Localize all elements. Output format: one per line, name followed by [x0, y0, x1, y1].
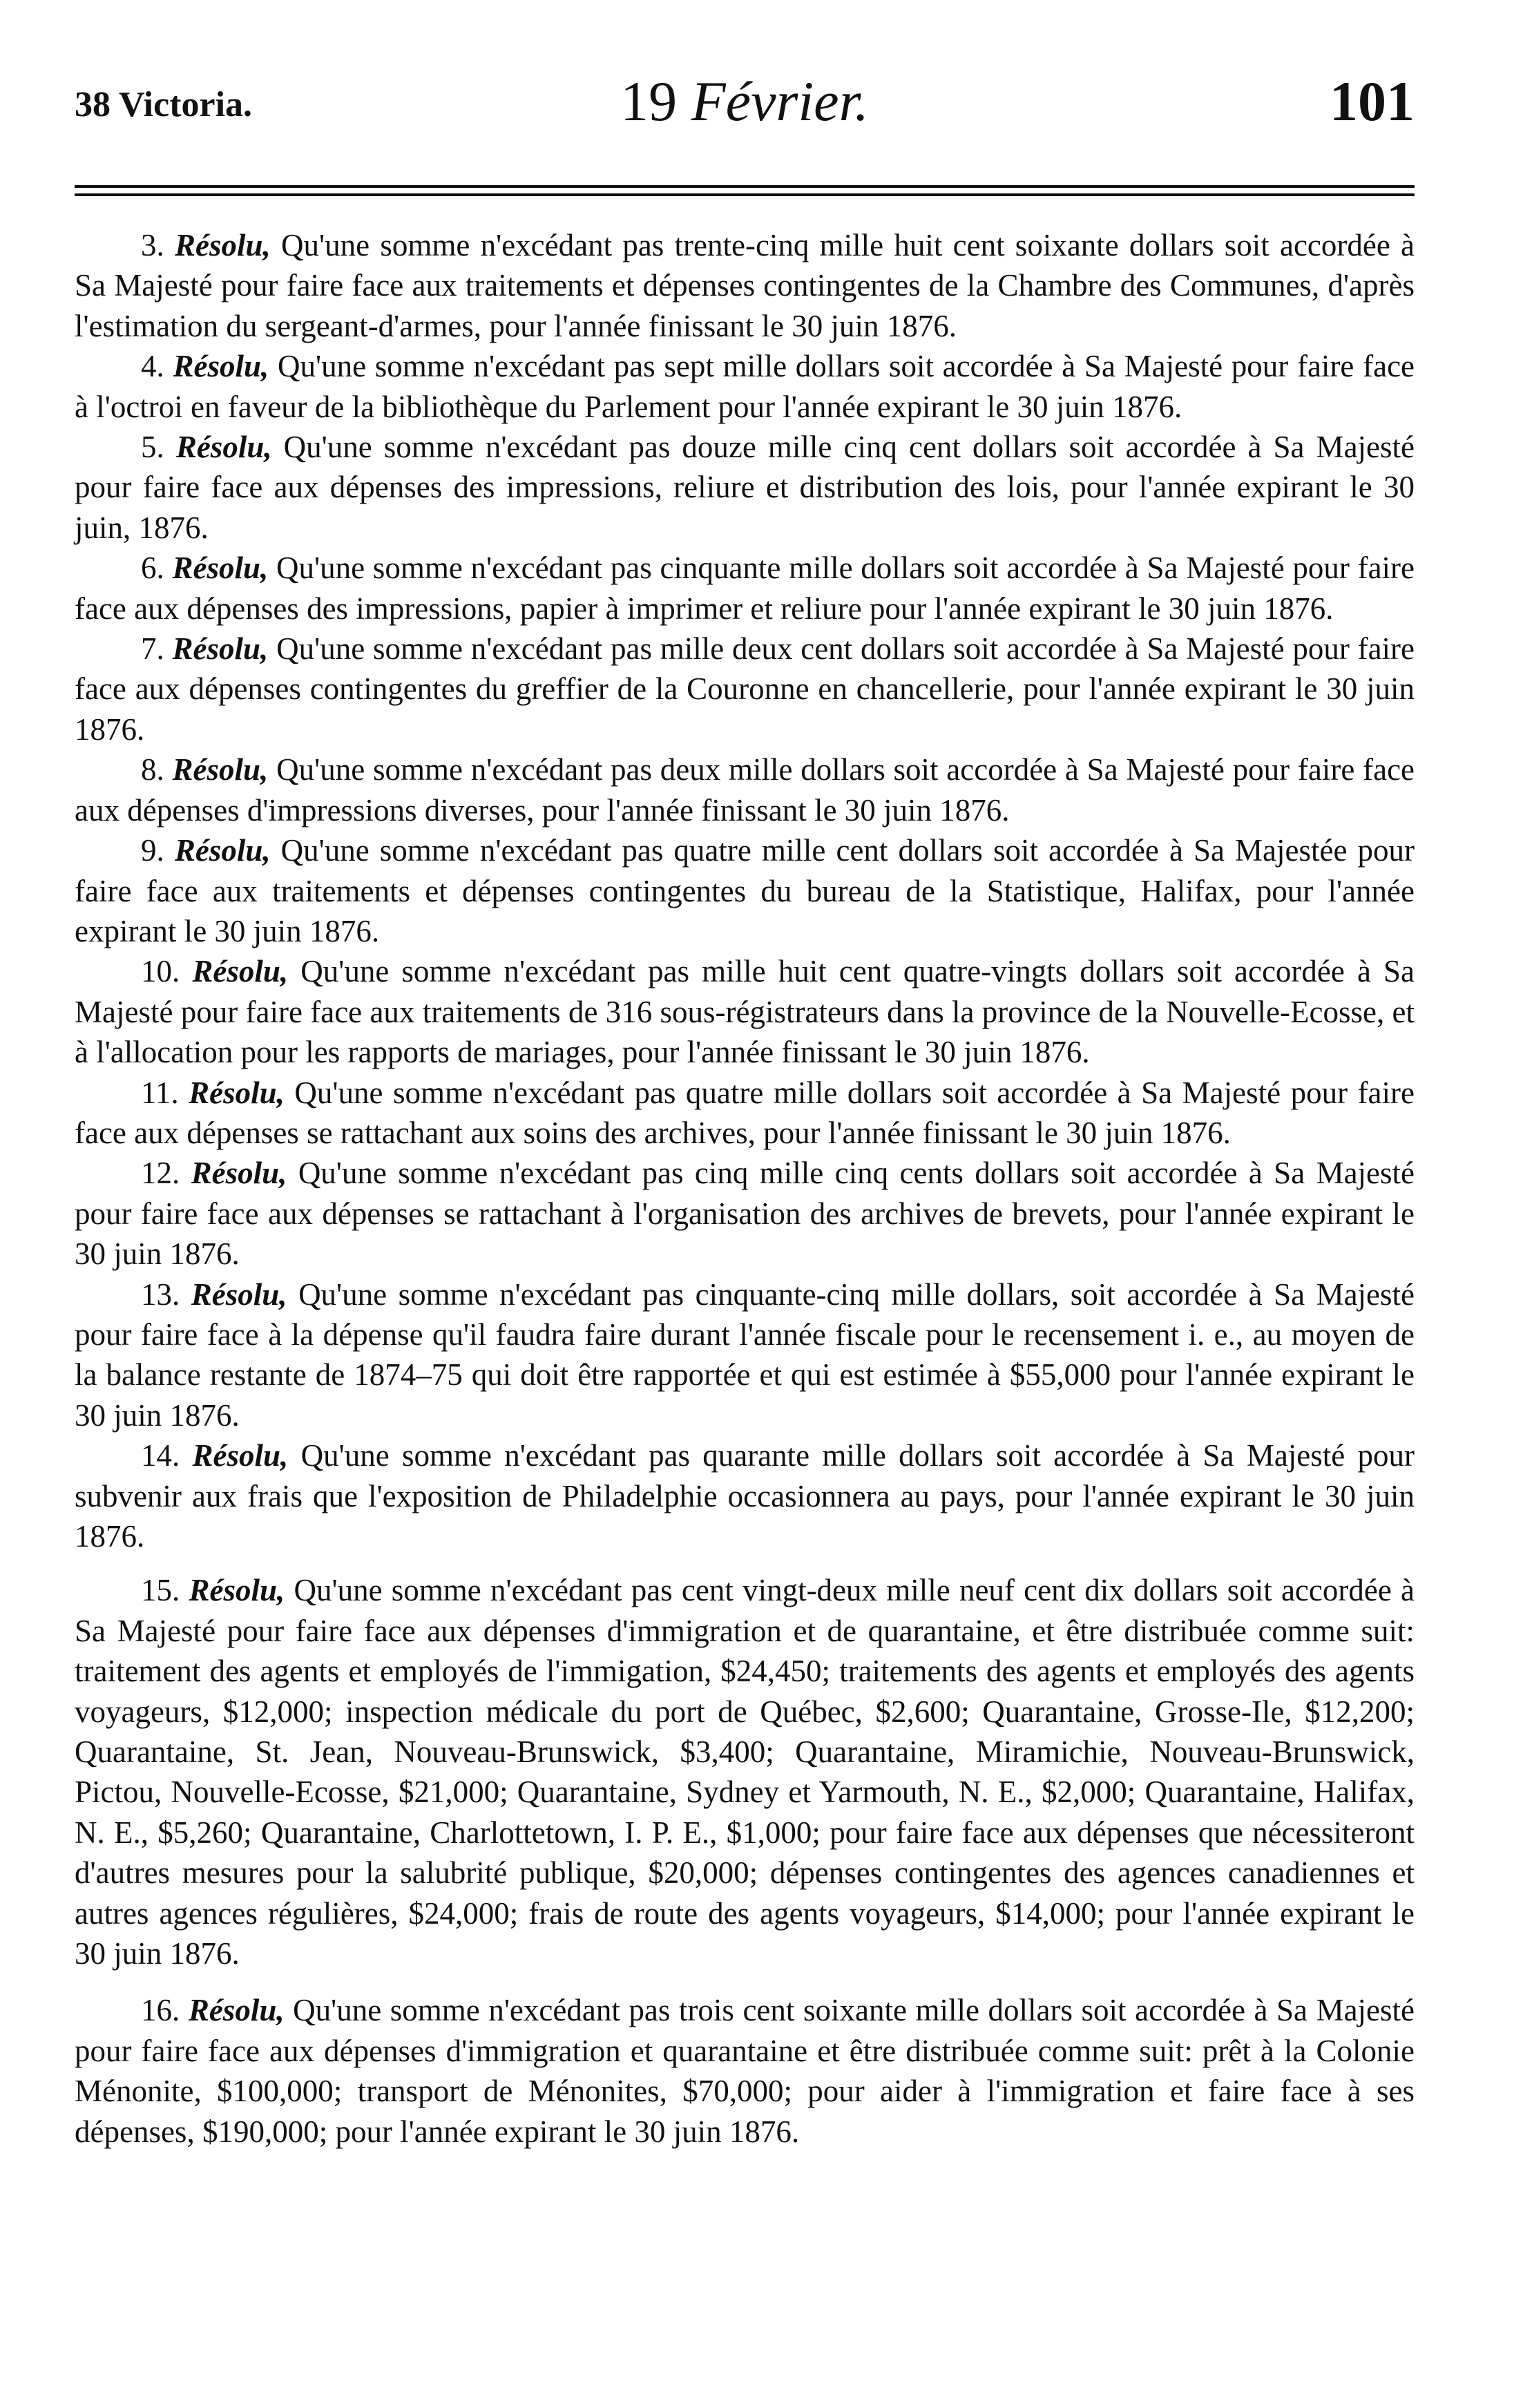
resolution-keyword: Résolu,: [175, 228, 271, 262]
resolution-text: Qu'une somme n'excédant pas trois cent soixante mille dollars soit accordée à Sa Majesté pour faire face aux dépenses d'immigration et quarantaine et être distribuée comme suit: prêt à la Colonie Ménonite, $100,000; transport de Ménonites, $70,000; pour aider à l'immigration et faire face à ses dépenses, $190,000; pour l'année expirant le 30 juin 1876.: [75, 1993, 1415, 2149]
resolution-keyword: Résolu,: [191, 1277, 287, 1312]
resolution-9: [75, 830, 1415, 951]
resolution-16: [75, 1990, 1415, 2152]
resolution-number: 5.: [141, 430, 164, 465]
resolution-keyword: Résolu,: [188, 1993, 285, 2028]
resolution-7: [75, 629, 1415, 749]
resolution-number: 9.: [141, 833, 164, 868]
resolution-number: 12.: [141, 1156, 180, 1191]
resolution-keyword: Résolu,: [191, 1156, 287, 1191]
resolution-number: 11.: [141, 1075, 179, 1110]
resolution-text: Qu'une somme n'excédant pas quatre mille dollars soit accordée à Sa Majesté pour faire face aux dépenses se rattachant aux soins des archives, pour l'année finissant le 30 juin 1876.: [75, 1075, 1415, 1150]
resolution-8: [75, 749, 1415, 830]
resolution-number: 16.: [141, 1993, 180, 2028]
date-day: 19: [620, 70, 678, 133]
resolution-keyword: Résolu,: [189, 1573, 285, 1608]
resolution-keyword: Résolu,: [189, 1075, 285, 1110]
resolution-10: [75, 951, 1415, 1072]
resolution-text: Qu'une somme n'excédant pas quarante mille dollars soit accordée à Sa Majesté pour subvenir aux frais que l'exposition de Philadelphie occasionnera au pays, pour l'année expirant le 30 juin 1876.: [75, 1438, 1415, 1554]
resolution-13: [75, 1274, 1415, 1436]
resolution-number: 14.: [141, 1438, 180, 1473]
resolution-number: 10.: [141, 954, 180, 989]
resolution-text: Qu'une somme n'excédant pas cinquante mille dollars soit accordée à Sa Majesté pour faire face aux dépenses des impressions, papier à imprimer et reliure pour l'année expirant le 30 juin 1876.: [75, 551, 1415, 626]
resolutions-body: [75, 225, 1415, 2152]
resolution-number: 4.: [141, 349, 164, 384]
resolution-5: [75, 427, 1415, 548]
resolution-number: 6.: [141, 551, 164, 586]
resolution-14: [75, 1435, 1415, 1556]
resolution-keyword: Résolu,: [172, 551, 269, 586]
resolution-keyword: Résolu,: [174, 833, 271, 868]
header-rule-top: [75, 185, 1415, 188]
resolution-text: Qu'une somme n'excédant pas douze mille cinq cent dollars soit accordée à Sa Majesté pour faire face aux dépenses des impressions, reliure et distribution des lois, pour l'année expirant le 30 juin, 1876.: [75, 430, 1415, 545]
page-number: 101: [1330, 70, 1415, 133]
resolution-text: Qu'une somme n'excédant pas cent vingt-deux mille neuf cent dix dollars soit accordée à Sa Majesté pour faire face aux dépenses d'immigration et de quarantaine, et être distribuée comme suit: traitement des agents et employés de l'immigation, $24,450; traitements des agents et employés des agents voyageurs, $12,000; inspection médicale du port de Québec, $2,600; Quarantaine, Grosse-Ile, $12,200; Quarantaine, St. Jean, Nouveau-Brunswick, $3,400; Quarantaine, Miramichie, Nouveau-Brunswick, Pictou, Nouvelle-Ecosse, $21,000; Quarantaine, Sydney et Yarmouth, N. E., $2,000; Quarantaine, Halifax, N. E., $5,260; Quarantaine, Charlottetown, I. P. E., $1,000; pour faire face aux dépenses que nécessiteront d'autres mesures pour la salubrité publique, $20,000; dépenses contingentes des agences canadiennes et autres agences régulières, $24,000; frais de route des agents voyageurs, $14,000; pour l'année expirant le 30 juin 1876.: [75, 1573, 1415, 1971]
resolution-number: 13.: [141, 1277, 180, 1312]
page-date: [75, 69, 1415, 134]
resolution-number: 8.: [141, 752, 164, 787]
resolution-text: Qu'une somme n'excédant pas mille deux cent dollars soit accordée à Sa Majesté pour faire face aux dépenses contingentes du greffier de la Couronne en chancellerie, pour l'année expirant le 30 juin 1876.: [75, 631, 1415, 747]
resolution-keyword: Résolu,: [192, 954, 289, 989]
resolution-11: [75, 1073, 1415, 1154]
resolution-text: Qu'une somme n'excédant pas mille huit cent quatre-vingts dollars soit accordée à Sa Majesté pour faire face aux traitements de 316 sous-régistrateurs dans la province de la Nouvelle-Ecosse, et à l'allocation pour les rapports de mariages, pour l'année finissant le 30 juin 1876.: [75, 954, 1415, 1070]
resolution-keyword: Résolu,: [192, 1438, 289, 1473]
session-label: 38 Victoria.: [75, 85, 253, 124]
resolution-12: [75, 1153, 1415, 1274]
resolution-keyword: Résolu,: [175, 430, 272, 465]
resolution-text: Qu'une somme n'excédant pas deux mille dollars soit accordée à Sa Majesté pour faire face aux dépenses d'impressions diverses, pour l'année finissant le 30 juin 1876.: [75, 752, 1415, 828]
resolution-4: [75, 346, 1415, 427]
resolution-keyword: Résolu,: [172, 631, 269, 667]
resolution-text: Qu'une somme n'excédant pas sept mille dollars soit accordée à Sa Majesté pour faire face à l'octroi en faveur de la bibliothèque du Parlement pour l'année expirant le 30 juin 1876.: [75, 349, 1415, 424]
resolution-keyword: Résolu,: [172, 752, 269, 787]
resolution-3: [75, 225, 1415, 346]
header-rule-bottom: [75, 193, 1415, 196]
resolution-6: [75, 548, 1415, 629]
resolution-text: Qu'une somme n'excédant pas cinquante-cinq mille dollars, soit accordée à Sa Majesté pour faire face à la dépense qu'il faudra faire durant l'année fiscale pour le recensement i. e., au moyen de la balance restante de 1874–75 qui doit être rapportée et qui est estimée à $55,000 pour l'année expirant le 30 juin 1876.: [75, 1277, 1415, 1433]
page-header: [75, 69, 1415, 145]
resolution-keyword: Résolu,: [173, 349, 269, 384]
resolution-number: 3.: [141, 228, 164, 262]
resolution-number: 15.: [141, 1573, 180, 1608]
resolution-text: Qu'une somme n'excédant pas cinq mille cinq cents dollars soit accordée à Sa Majesté pour faire face aux dépenses se rattachant à l'organisation des archives de brevets, pour l'année expirant le 30 juin 1876.: [75, 1156, 1415, 1272]
resolution-15: [75, 1570, 1415, 1974]
resolution-text: Qu'une somme n'excédant pas trente-cinq mille huit cent soixante dollars soit accordée à Sa Majesté pour faire face aux traitements et dépenses contingentes de la Chambre des Communes, d'après l'estimation du sergeant-d'armes, pour l'année finissant le 30 juin 1876.: [75, 228, 1415, 343]
resolution-number: 7.: [141, 631, 164, 667]
resolution-text: Qu'une somme n'excédant pas quatre mille cent dollars soit accordée à Sa Majestée pour faire face aux traitements et dépenses contingentes du bureau de la Statistique, Halifax, pour l'année expirant le 30 juin 1876.: [75, 833, 1415, 948]
date-month: Février.: [691, 70, 869, 133]
